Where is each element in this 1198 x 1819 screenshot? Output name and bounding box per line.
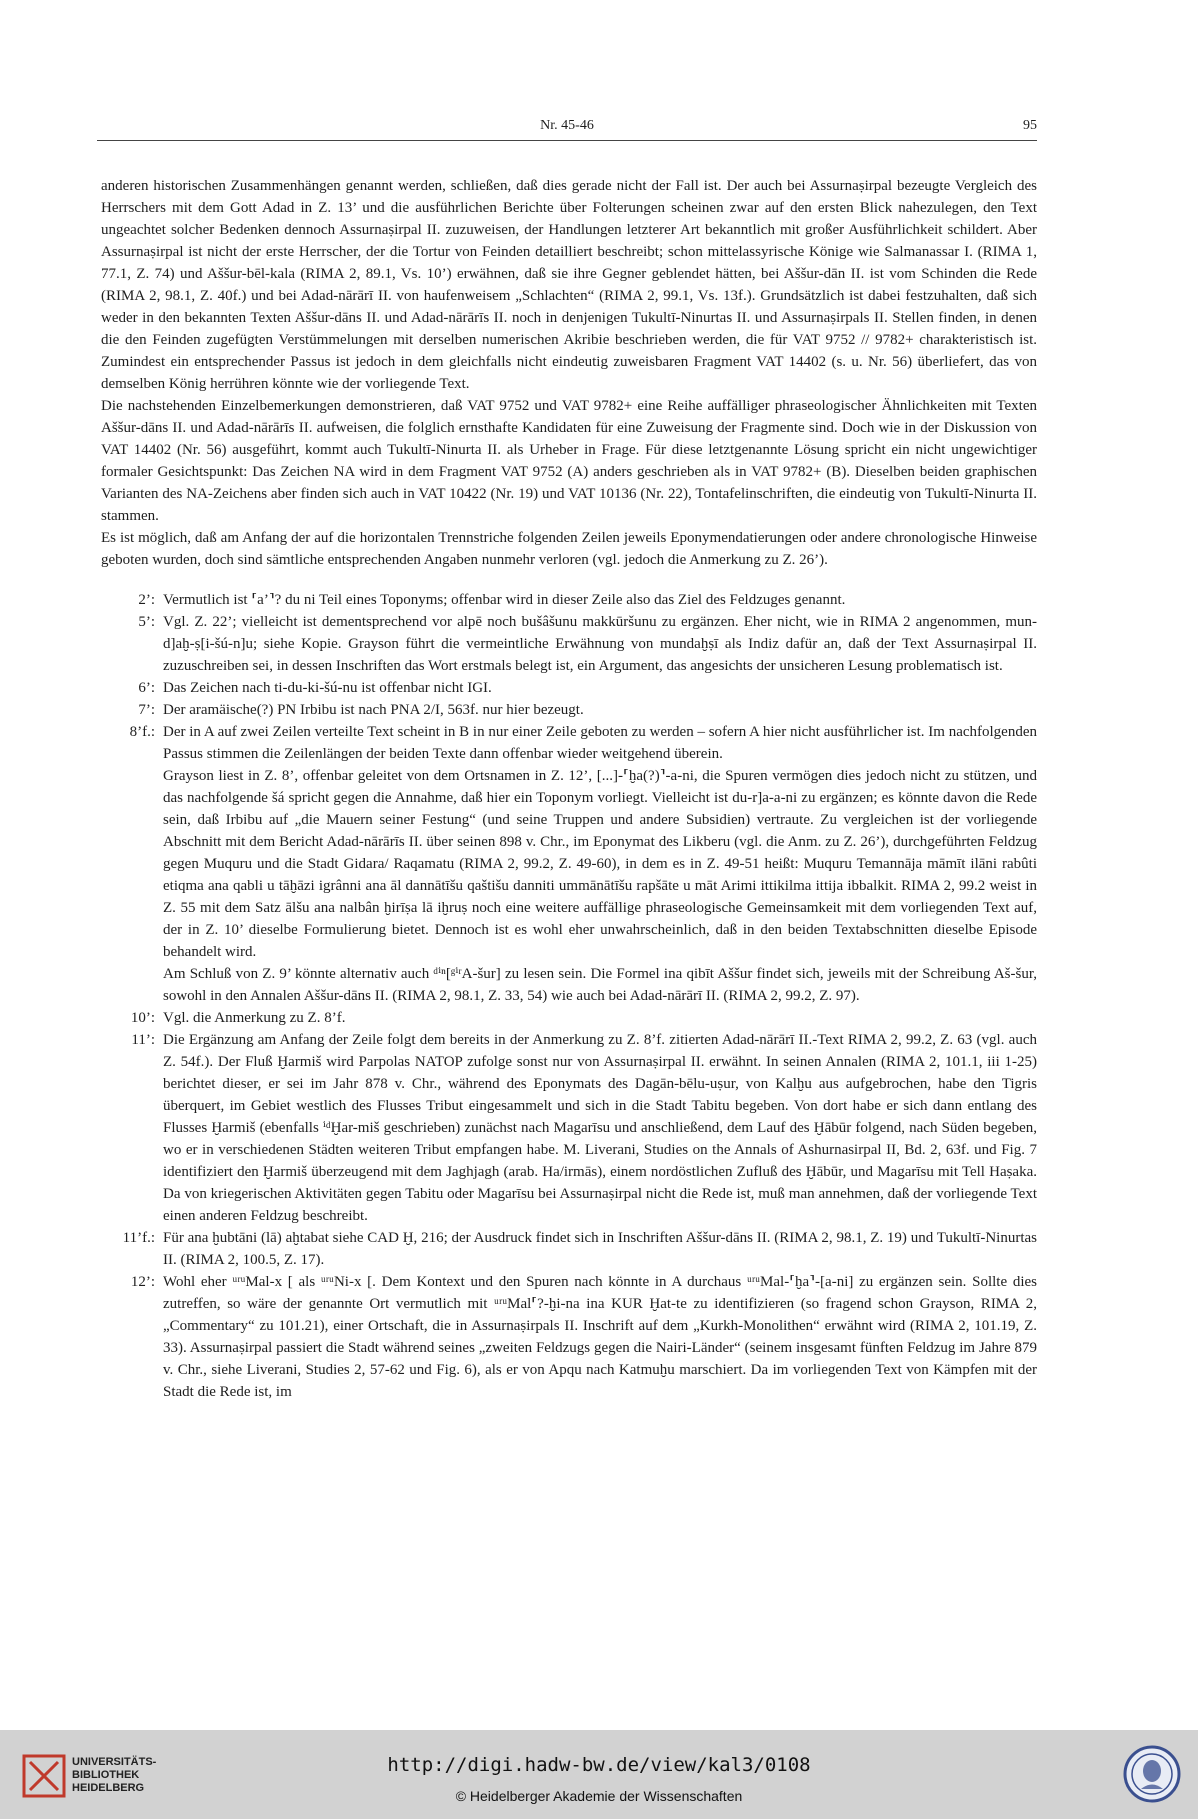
- note-text: Vermutlich ist ⸢a’⸣? du ni Teil eines Toponyms; offenbar wird in dieser Zeile also das Ziel des Feldzuges genannt.: [163, 592, 846, 608]
- library-logo-line: UNIVERSITÄTS-: [72, 1756, 157, 1768]
- note-text: Am Schluß von Z. 9’ könnte alternativ auch ᵈⁱⁿ[ᵍⁱʳA-šur] zu lesen sein. Die Formel ina qibīt Aššur findet sich, jeweils mit der Schreibung Aš-šur, sowohl in den Annalen Aššur-dāns II. (RIMA 2, 98.1, Z. 33, 54) wie auch bei Adad-nārārī II. (RIMA 2, 99.2, Z. 97).: [163, 966, 1037, 1004]
- note-item: [101, 677, 1037, 699]
- note-text: Wohl eher ᵘʳᵘMal-x [ als ᵘʳᵘNi-x [. Dem Kontext und den Spuren nach könnte in A durchaus ᵘʳᵘMal-⸢ḫa⸣-[a-ni] zu ergänzen sein. Sollte dies zutreffen, so wäre der genannte Ort vermutlich mit ᵘʳᵘMal⸢?-ḫi-na ina KUR Ḫat-te zu identifizieren (so fragend schon Grayson, RIMA 2, „Commentary“ zu 101.21), einer Ortschaft, die in Assurnaṣirpals II. Inschrift auf dem „Kurkh-Monolithen“ erwähnt wird (RIMA 2, 101.19, Z. 33). Assurnaṣirpal passiert die Stadt während seines „zweiten Feldzugs gegen die Nairi-Länder“ (seinem insgesamt fünften Feldzug im Jahre 879 v. Chr., siehe Liverani, Studies 2, 57-62 und Fig. 6), als er von Apqu nach Katmuḫu marschiert. Da im vorliegenden Text von Kämpfen mit der Stadt die Rede ist, im: [163, 1274, 1037, 1400]
- viewer-footer: [0, 1730, 1198, 1819]
- paragraph: anderen historischen Zusammenhängen genannt werden, schließen, daß dies gerade nicht der Fall ist. Der auch bei Assurnaṣirpal bezeugte Vergleich des Herrschers mit dem Gott Adad in Z. 13’ und die ausführlichen Berichte über Folterungen scheinen zwar auf den ersten Blick nahezulegen, den Text ungeachtet solcher Bedenken dennoch Assurnaṣirpal II. zuzuweisen, der Handlungen letzterer Art bekanntlich mit großer Ausführlichkeit schildert. Aber Assurnaṣirpal ist nicht der erste Herrscher, der die Tortur von Feinden detailliert beschreibt; schon mittelassyrische Könige wie Salmanassar I. (RIMA 1, 77.1, Z. 74) und Aššur-bēl-kala (RIMA 2, 89.1, Vs. 10’) erwähnen, daß sie ihre Gegner geblendet hätten, bei Aššur-dān II. ist vom Schinden die Rede (RIMA 2, 98.1, Z. 40f.) und bei Adad-nārārī II. von haufenweisem „Schlachten“ (RIMA 2, 99.1, Vs. 13f.). Grundsätzlich ist dabei festzuhalten, daß sich weder in den bekannten Texten Aššur-dāns II. und Adad-nārārīs II. noch in denjenigen Tukultī-Ninurtas II. und Assurnaṣirpals II. Stellen finden, in denen die den Feinden zugefügten Verstümmelungen mit derselben numerischen Akribie beschrieben werden, die für VAT 9752 // 9782+ charakteristisch ist. Zumindest ein entsprechender Passus ist jedoch in dem gleichfalls nicht eindeutig zuweisbaren Fragment VAT 14402 (s. u. Nr. 56) überliefert, das von demselben König herrühren könnte wie der vorliegende Text.: [101, 178, 1037, 392]
- note-label: 8’f.:: [129, 724, 155, 740]
- line-notes: [101, 589, 1037, 1403]
- page-number: 95: [1023, 118, 1037, 133]
- note-label: 5’:: [138, 614, 155, 630]
- library-logo-line: HEIDELBERG: [72, 1782, 145, 1794]
- running-header: [97, 116, 1037, 141]
- note-item: [101, 1007, 1037, 1029]
- note-text: Für ana ḫubtāni (lā) aḫtabat siehe CAD Ḫ, 216; der Ausdruck findet sich in Inschriften Aššur-dāns II. (RIMA 2, 98.1, Z. 19) und Tukultī-Ninurtas II. (RIMA 2, 100.5, Z. 17).: [163, 1230, 1037, 1268]
- note-label: 11’f.:: [122, 1230, 155, 1246]
- note-label: 7’:: [138, 702, 155, 718]
- note-item: [101, 699, 1037, 721]
- note-item: [101, 611, 1037, 677]
- note-item: [101, 1271, 1037, 1403]
- academy-seal-icon: [1122, 1744, 1182, 1804]
- note-text: Vgl. Z. 22’; vielleicht ist dementsprechend vor alpē noch bušâšunu makkūršunu zu ergänzen. Eher nicht, wie in RIMA 2 angenommen, mun-d]aḫ-ṣ[i-šú-n]u; siehe Kopie. Grayson führt die vermeintliche Erwähnung von mundaḫṣī als Indiz dafür an, daß der Text Assurnaṣirpal II. zuzuschreiben sei, in dessen Inschriften das Wort erstmals belegt ist, ein Argument, das angesichts der unsicheren Lesung problematisch ist.: [163, 614, 1037, 674]
- note-label: 2’:: [138, 592, 155, 608]
- note-label: 11’:: [131, 1032, 155, 1048]
- note-text: Der aramäische(?) PN Irbibu ist nach PNA 2/I, 563f. nur hier bezeugt.: [163, 702, 584, 718]
- note-text: Der in A auf zwei Zeilen verteilte Text scheint in B in nur einer Zeile geboten zu werden – sofern A hier nicht ausführlicher ist. Im nachfolgenden Passus stimmen die Zeilenlängen der beiden Texte dann offenbar wieder weitgehend überein.: [163, 724, 1037, 762]
- note-item: [101, 1029, 1037, 1227]
- note-text: Die Ergänzung am Anfang der Zeile folgt dem bereits in der Anmerkung zu Z. 8’f. zitierten Adad-nārārī II.-Text RIMA 2, 99.2, Z. 63 (vgl. auch Z. 54f.). Der Fluß Ḫarmiš wird Parpolas NATOP zufolge sonst nur von Assurnaṣirpal II. erwähnt. In seinen Annalen (RIMA 2, 101.1, iii 1-25) berichtet dieser, er sei im Jahr 878 v. Chr., während des Eponymats des Dagān-bēlu-uṣur, von Kalḫu aus aufgebrochen, habe den Tigris überquert, im Gebiet westlich des Flusses Tribut eingesammelt und sich in die Stadt Tabitu begeben. Von dort habe er sich dann entlang des Flusses Ḫarmiš (ebenfalls ⁱᵈḪar-miš geschrieben) zunächst nach Magarīsu und anschließend, dem Lauf des Ḫābūr folgend, nach Süden begeben, wo er in verschiedenen Städten weiteren Tribut empfangen habe. M. Liverani, Studies on the Annals of Ashurnasirpal II, Bd. 2, 63f. und Fig. 7 identifiziert den Ḫarmiš überzeugend mit dem Jaghjagh (arab. Ha/irmās), einem nordöstlichen Zufluß des Ḫābūr, und Magarīsu mit Tell Haṣaka. Da von kriegerischen Aktivitäten gegen Tabitu oder Magarīsu bei Assurnaṣirpal nicht die Rede ist, muß man annehmen, daß der vorliegende Text einen anderen Feldzug beschreibt.: [163, 1032, 1037, 1224]
- library-logo-line: BIBLIOTHEK: [72, 1769, 140, 1781]
- note-text: Grayson liest in Z. 8’, offenbar geleitet von dem Ortsnamen in Z. 12’, [...]-⸢ḫa(?)⸣-a-ni, die Spuren vermögen dies jedoch nicht zu stützen, und das nachfolgende šá spricht gegen die Annahme, daß hier ein Toponym vorliegt. Vielleicht ist du-r]a-a-ni zu ergänzen; es könnte davon die Rede sein, daß Irbibu auf „die Mauern seiner Festung“ (und seine Truppen und andere Subsidien) vertraute. Zu vergleichen ist der vorliegende Abschnitt mit dem Bericht Adad-nārārīs II. über seinen 898 v. Chr., im Eponymat des Likberu (vgl. die Anm. zu Z. 26’), durchgeführten Feldzug gegen Muquru und die Stadt Gidara/ Raqamatu (RIMA 2, 99.2, Z. 49-60), in dem es in Z. 49-51 heißt: Muquru Temannāja māmīt ilāni rabûti etiqma ana qabli u tāḫāzi igrânni ana āl dannātīšu qaštišu danniti ummānātīšu rapšāte u māt Arimi ittikilma ittija ibbalkit. RIMA 2, 99.2 weist in Z. 55 mit dem Satz ālšu ana nalbân ḫirīṣa lā iḫruṣ noch eine weitere auffällige phraseologische Gemeinsamkeit mit dem vorliegenden Text auf, der in Z. 10’ dieselbe Formulierung bietet. Dennoch ist es wohl eher unwahrscheinlich, daß in den beiden Textabschnitten dieselbe Episode behandelt wird.: [163, 768, 1037, 960]
- note-item: [101, 1227, 1037, 1271]
- note-item: [101, 721, 1037, 1007]
- main-text: [101, 175, 1037, 1403]
- note-item: [101, 589, 1037, 611]
- paragraph: Es ist möglich, daß am Anfang der auf die horizontalen Trennstriche folgenden Zeilen jeweils Eponymendatierungen oder andere chronologische Hinweise geboten wurden, doch sind sämtliche entsprechenden Angaben nunmehr verloren (vgl. jedoch die Anmerkung zu Z. 26’).: [101, 530, 1037, 568]
- note-label: 12’:: [130, 1274, 155, 1290]
- note-text: Vgl. die Anmerkung zu Z. 8’f.: [163, 1010, 346, 1026]
- note-text: Das Zeichen nach ti-du-ki-šú-nu ist offenbar nicht IGI.: [163, 680, 492, 696]
- paragraph: Die nachstehenden Einzelbemerkungen demonstrieren, daß VAT 9752 und VAT 9782+ eine Reihe auffälliger phraseologischer Ähnlichkeiten mit Texten Aššur-dāns II. und Adad-nārārīs II. aufweisen, die folglich ernsthafte Kandidaten für eine Zuweisung der Fragmente sind. Doch wie in der Diskussion von VAT 14402 (Nr. 56) ausgeführt, kommt auch Tukultī-Ninurta II. als Urheber in Frage. Für diese letztgenannte Lösung spricht ein nicht ungewichtiger formaler Gesichtspunkt: Das Zeichen NA wird in dem Fragment VAT 9752 (A) anders geschrieben als in VAT 9782+ (B). Dieselben beiden graphischen Varianten des NA-Zeichens aber finden sich auch in VAT 10422 (Nr. 19) und VAT 10136 (Nr. 22), Tontafelinschriften, die eindeutig von Tukultī-Ninurta II. stammen.: [101, 398, 1037, 524]
- copyright: © Heidelberger Akademie der Wissenschaften: [455, 1788, 743, 1804]
- permalink[interactable]: http://digi.hadw-bw.de/view/kal3/0108: [387, 1754, 811, 1776]
- note-label: 10’:: [130, 1010, 155, 1026]
- note-label: 6’:: [138, 680, 155, 696]
- header-title: Nr. 45-46: [540, 118, 594, 133]
